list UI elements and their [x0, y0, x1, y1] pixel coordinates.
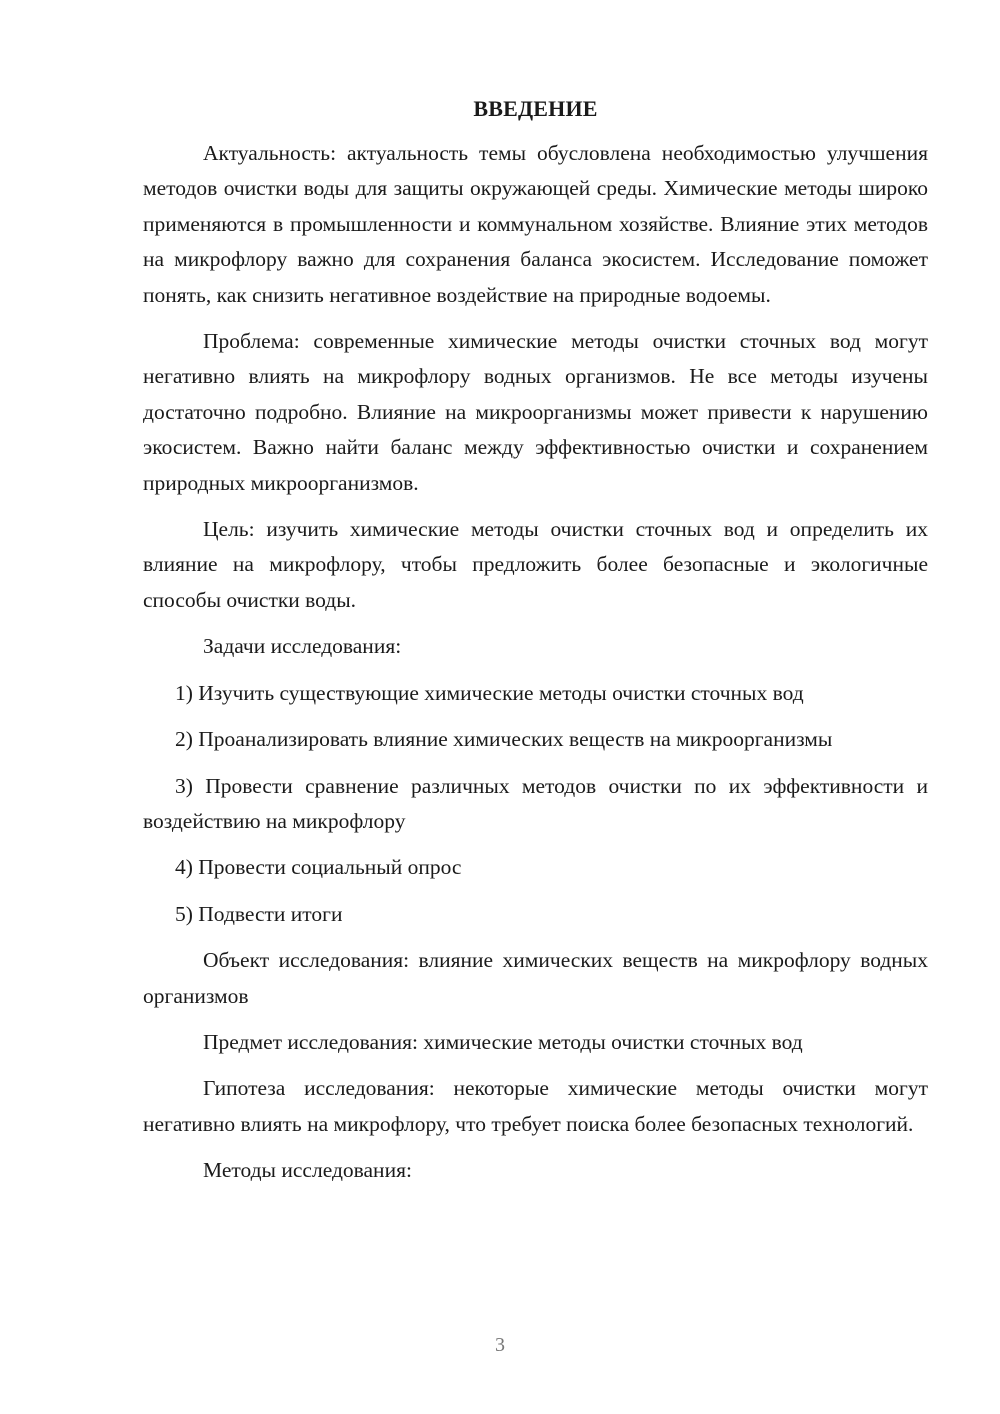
tasks-title: Задачи исследования: — [203, 634, 402, 659]
goal-paragraph: Цель: изучить химические методы очистки сточных вод и определить их влияние на микрофлору, чтобы предложить более безопасные и экологичные способы очистки воды. — [143, 517, 928, 612]
section-heading: ВВЕДЕНИЕ — [473, 96, 598, 121]
task-item-5: 5) Подвести итоги — [175, 901, 343, 926]
task-item-4: 4) Провести социальный опрос — [175, 855, 462, 880]
object-paragraph: Объект исследования: влияние химических веществ на микрофлору водных организмов — [143, 948, 928, 1008]
page-number: 3 — [495, 1334, 505, 1356]
problem-paragraph: Проблема: современные химические методы очистки сточных вод могут негативно влиять на микрофлору водных организмов. Не все методы изучены достаточно подробно. Влияние на микроорганизмы может привести к нарушению экосистем. Важно найти баланс между эффективностью очистки и сохранением природных микроорганизмов. — [143, 329, 928, 495]
subject-paragraph: Предмет исследования: химические методы очистки сточных вод — [203, 1029, 803, 1054]
task-item-3: 3) Провести сравнение различных методов очистки по их эффективности и воздействию на микрофлору — [143, 773, 928, 833]
methods-title: Методы исследования: — [203, 1158, 412, 1183]
task-item-1: 1) Изучить существующие химические методы очистки сточных вод — [175, 680, 804, 705]
document-page — [143, 92, 928, 1189]
hypothesis-paragraph: Гипотеза исследования: некоторые химические методы очистки могут негативно влиять на микрофлору, что требует поиска более безопасных технологий. — [143, 1076, 928, 1136]
relevance-paragraph: Актуальность: актуальность темы обусловлена необходимостью улучшения методов очистки воды для защиты окружающей среды. Химические методы широко применяются в промышленности и коммунальном хозяйстве. Влияние этих методов на микрофлору важно для сохранения баланса экосистем. Исследование поможет понять, как снизить негативное воздействие на природные водоемы. — [143, 141, 928, 307]
task-item-2: 2) Проанализировать влияние химических веществ на микроорганизмы — [175, 727, 833, 752]
